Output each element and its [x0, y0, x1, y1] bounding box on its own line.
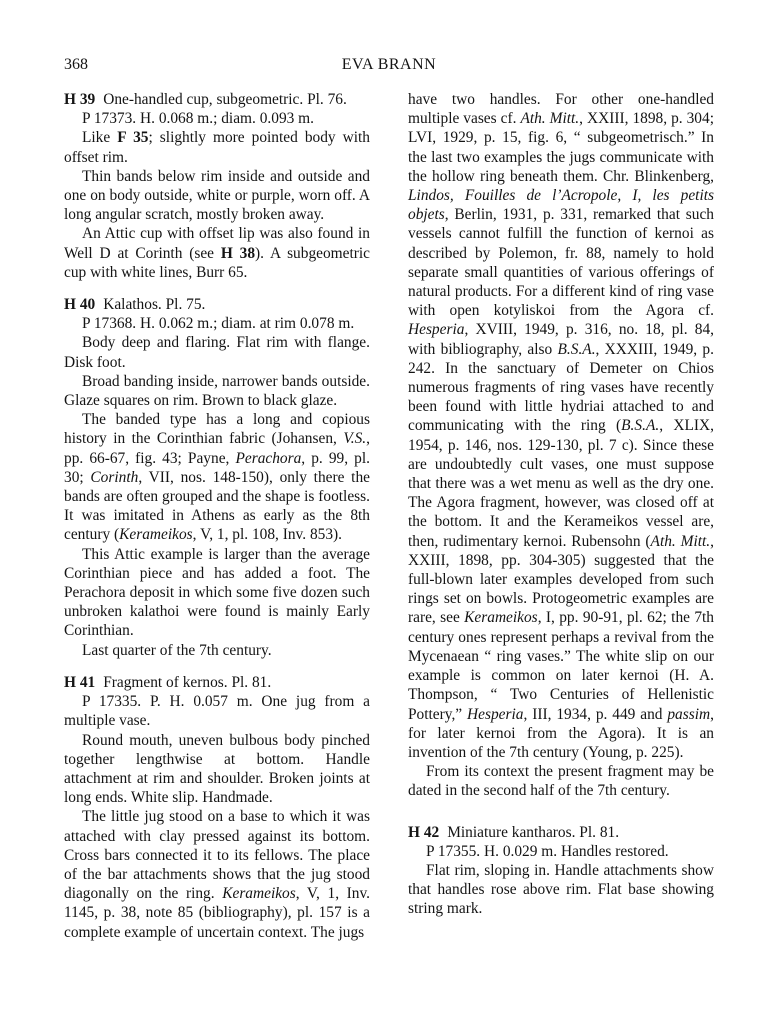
entry-title: Fragment of kernos. Pl. 81. [103, 673, 272, 691]
entry-title: Kalathos. Pl. 75. [103, 296, 206, 314]
catalog-line: P 17373. H. 0.068 m.; diam. 0.093 m. [82, 110, 315, 128]
description-paragraph: Round mouth, uneven bulbous body pinched together lengthwise at bottom. Handle attachment at rim and shoulder. Broken joints at long ends. White slip. Handmade. [64, 731, 370, 807]
dating-paragraph: From its context the present fragment may be dated in the second half of the 7th century. [408, 763, 714, 800]
left-column [64, 90, 370, 942]
running-head: EVA BRANN [341, 56, 437, 73]
description-paragraph: Flat rim, sloping in. Handle attachments show that handles rose above rim. Flat base showing string mark. [408, 861, 714, 918]
cross-reference: H 38 [220, 244, 256, 262]
cross-reference: F 35 [117, 129, 149, 147]
commentary-continued: have two handles. For other one-handled multiple vases cf. Ath. Mitt., XXIII, 1898, p. 304; LVI, 1929, p. 15, fig. 6, “ subgeometrisch.” In the last two examples the jugs communicate with the hollow ring beneath them. Chr. Blinkenberg, Lindos, Fouilles de l’Acropole, I, les petits objets, Berlin, 1931, p. 331, remarked that such vessels cannot fulfill the function of kernoi as described by Polemon, fr. 88, namely to hold separate small quantities of various offerings of natural products. For a different kind of ring vase with open kotyliskoi from the Agora cf. Hesperia, XVIII, 1949, p. 316, no. 18, pl. 84, with bibliography, also B.S.A., XXXIII, 1949, p. 242. In the sanctuary of Demeter on Chios numerous fragments of ring vases have recently been found with little hydriai attached to and communicating with the ring (B.S.A., XLIX, 1954, p. 146, nos. 129-130, pl. 7 c). Since these are undoubtedly cult vases, one must suppose that there was a wet menu as well as the dry one. The Agora fragment, however, was closed off at the bottom. It and the Kerameikos vessel are, then, rudimentary kernoi. Rubensohn (Ath. Mitt., XXIII, 1898, pp. 304-305) suggested that the full-blown later examples developed from such rings set on bowls. Protogeometric examples are rare, see Kerameikos, I, pp. 90-91, pl. 62; the 7th century ones represent perhaps a revival from the Mycenaean “ ring vases.” The white slip on our example is common on later kernoi (H. A. Thompson, “ Two Centuries of Hellenistic Pottery,” Hesperia, III, 1934, p. 449 and passim, for later kernoi from the Agora). It is an invention of the 7th century (Young, p. 225). [408, 91, 714, 761]
page-number: 368 [64, 56, 88, 73]
page-header [64, 56, 714, 80]
entry-h41-heading [64, 673, 370, 692]
commentary-paragraph: The banded type has a long and copious history in the Corinthian fabric (Johansen, V.S., pp. 66-67, fig. 43; Payne, Perachora, p. 99, pl. 30; Corinth, VII, nos. 148-150), only there the bands are often grouped and the shape is footless. It was imitated in Athens as early as the 8th century (Kerameikos, V, 1, pl. 108, Inv. 853). [64, 411, 370, 544]
entry-title: Miniature kantharos. Pl. 81. [447, 823, 620, 841]
comparison-paragraph: Like F 35; slightly more pointed body with offset rim. [64, 129, 370, 166]
entry-number: H 39 [64, 91, 96, 108]
right-column-text [408, 90, 714, 919]
catalog-line: P 17355. H. 0.029 m. Handles restored. [426, 842, 669, 860]
commentary-paragraph: An Attic cup with offset lip was also found in Well D at Corinth (see H 38). A subgeometric cup with white lines, Burr 65. [64, 225, 370, 281]
date-line: Last quarter of the 7th century. [82, 641, 272, 659]
entry-title: One-handled cup, subgeometric. Pl. 76. [103, 91, 347, 108]
entry-h39-heading [64, 90, 370, 109]
entry-number: H 41 [64, 673, 96, 691]
catalog-line: P 17335. P. H. 0.057 m. One jug from a multiple vase. [64, 693, 370, 730]
commentary-paragraph: The little jug stood on a base to which it was attached with clay pressed against its bottom. Cross bars connected it to its fellows. The place of the bar attachments shows that the jug stood diagonally on the ring. Kerameikos, V, 1, Inv. 1145, p. 38, note 85 (bibliography), pl. 157 is a complete example of uncertain context. The jugs [64, 808, 371, 941]
entry-h42-heading [408, 823, 714, 842]
body-description: Body deep and flaring. Flat rim with flange. Disk foot. [64, 334, 370, 371]
description-paragraph: Thin bands below rim inside and outside and one on body outside, white or purple, worn off. A long angular scratch, mostly broken away. [64, 167, 370, 224]
entry-number: H 42 [408, 823, 440, 841]
description-paragraph: Broad banding inside, narrower bands outside. Glaze squares on rim. Brown to black glaze. [64, 372, 370, 410]
entry-h40-heading [64, 295, 370, 314]
catalog-line: P 17368. H. 0.062 m.; diam. at rim 0.078 m. [82, 315, 355, 333]
entry-number: H 40 [64, 296, 96, 314]
commentary-paragraph: This Attic example is larger than the average Corinthian piece and has added a foot. The Perachora deposit in which some five dozen such unbroken kalathoi were found is mainly Early Corinthian. [64, 545, 370, 640]
